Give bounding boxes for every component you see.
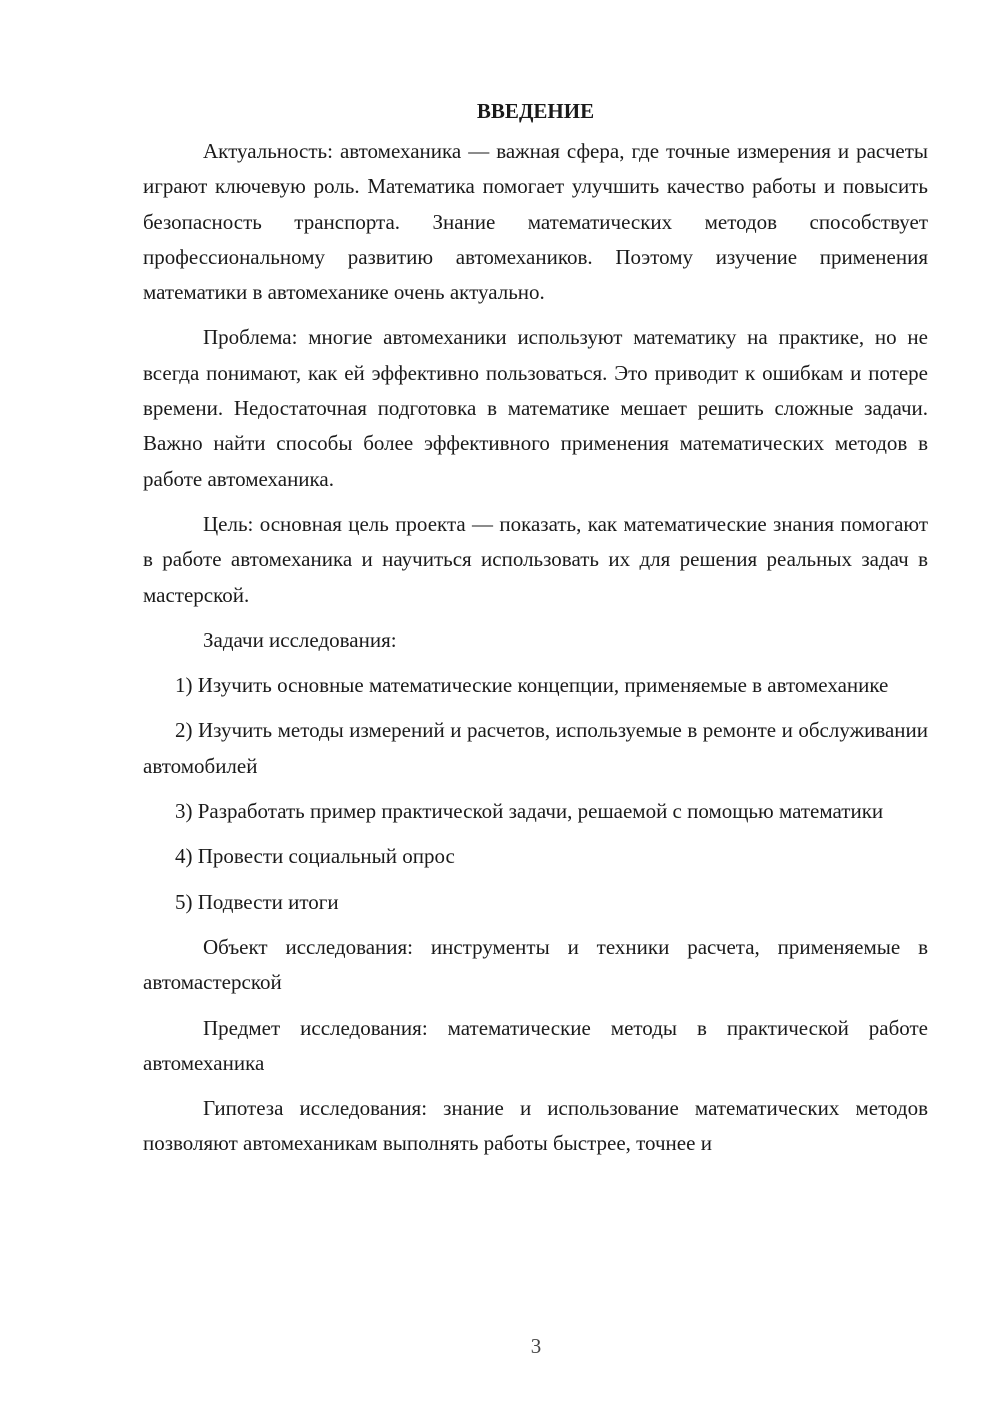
task-item-1: 1) Изучить основные математические концепции, применяемые в автомеханике <box>175 673 889 698</box>
task-item-5: 5) Подвести итоги <box>175 889 339 914</box>
page-number: 3 <box>530 1334 542 1358</box>
problem-paragraph: Проблема: многие автомеханики используют математику на практике, но не всегда понимают, как ей эффективно пользоваться. Это приводит к ошибкам и потере времени. Недостаточная подготовка в математике мешает решить сложные задачи. Важно найти способы более эффективного применения математических методов в работе автомеханика. <box>143 325 928 491</box>
hypothesis-paragraph: Гипотеза исследования: знание и использование математических методов позволяют автомеханикам выполнять работы быстрее, точнее и <box>143 1096 928 1156</box>
task-item-2: 2) Изучить методы измерений и расчетов, используемые в ремонте и обслуживании автомобилей <box>143 718 928 778</box>
relevance-paragraph: Актуальность: автомеханика — важная сфера, где точные измерения и расчеты играют ключевую роль. Математика помогает улучшить качество работы и повысить безопасность транспорта. Знание математических методов способствует профессиональному развитию автомехаников. Поэтому изучение применения математики в автомеханике очень актуально. <box>143 139 928 305</box>
tasks-title: Задачи исследования: <box>203 627 397 652</box>
section-heading: ВВЕДЕНИЕ <box>476 99 595 123</box>
task-item-3: 3) Разработать пример практической задачи, решаемой с помощью математики <box>175 799 884 824</box>
page-content <box>143 96 928 1172</box>
task-item-4: 4) Провести социальный опрос <box>175 844 455 869</box>
goal-paragraph: Цель: основная цель проекта — показать, как математические знания помогают в работе автомеханика и научиться использовать их для решения реальных задач в мастерской. <box>143 511 928 607</box>
object-paragraph: Объект исследования: инструменты и техники расчета, применяемые в автомастерской <box>143 934 928 995</box>
subject-paragraph: Предмет исследования: математические методы в практической работе автомеханика <box>143 1015 928 1075</box>
